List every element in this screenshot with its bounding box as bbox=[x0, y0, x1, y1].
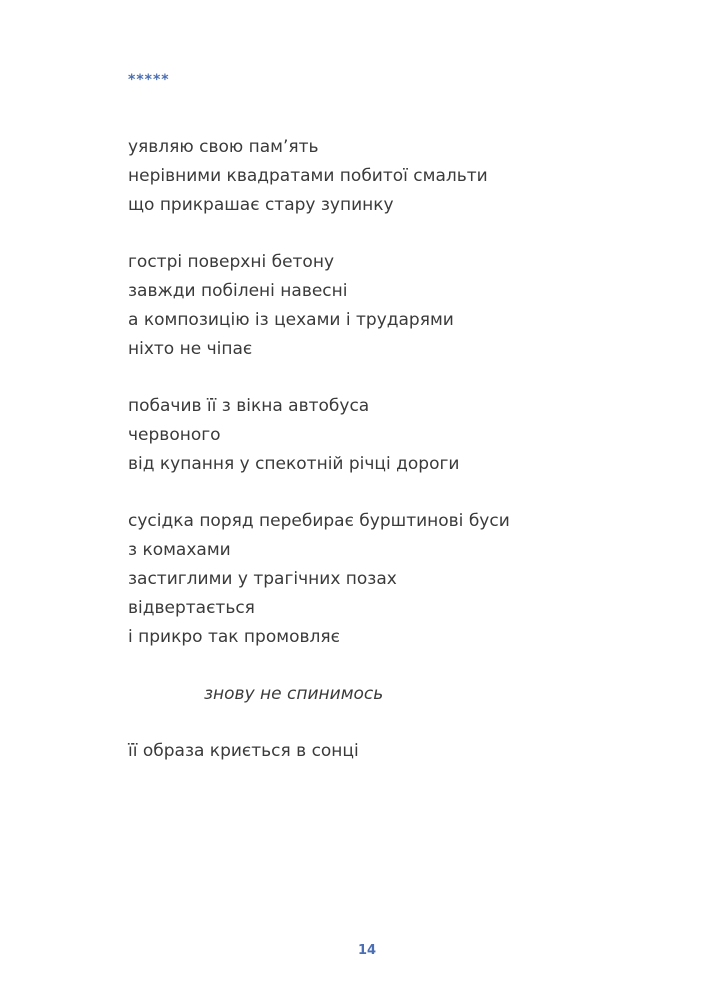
poem-line: гострі поверхні бетону bbox=[128, 252, 335, 272]
stanza-4 bbox=[128, 507, 648, 652]
poem-line: з комахами bbox=[128, 540, 231, 560]
poem-line: відвертається bbox=[128, 598, 255, 618]
poem-line: а композицію із цехами і трударями bbox=[128, 310, 454, 330]
poem-line: сусідка поряд перебирає бурштинові буси bbox=[128, 511, 510, 531]
poem-line: уявляю свою пам’ять bbox=[128, 137, 319, 157]
stanza-1 bbox=[128, 133, 648, 220]
poem-line: застиглими у трагічних позах bbox=[128, 569, 397, 589]
poem bbox=[128, 133, 648, 766]
poem-line: червоного bbox=[128, 425, 221, 445]
poem-line: що прикрашає стару зупинку bbox=[128, 195, 394, 215]
poem-line: завжди побілені навесні bbox=[128, 281, 348, 301]
poem-line: нерівними квадратами побитої смальти bbox=[128, 166, 488, 186]
italic-quote: знову не спинимось bbox=[204, 684, 384, 704]
poem-line: побачив її з вікна автобуса bbox=[128, 396, 370, 416]
poem-line: ніхто не чіпає bbox=[128, 339, 253, 359]
stanza-2 bbox=[128, 248, 648, 364]
poem-line: від купання у спекотній річці дороги bbox=[128, 454, 460, 474]
poem-line: і прикро так промовляє bbox=[128, 627, 340, 647]
stanza-3 bbox=[128, 392, 648, 479]
ornament-asterisks: ***** bbox=[128, 72, 170, 88]
page-number: 14 bbox=[358, 943, 377, 958]
final-line: її образа криється в сонці bbox=[128, 741, 359, 761]
